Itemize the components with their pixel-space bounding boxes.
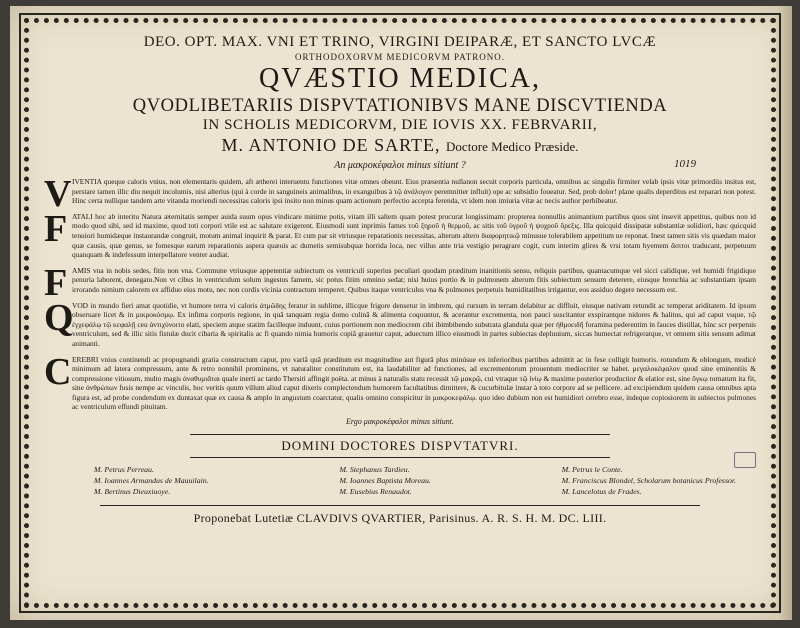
paragraph-1 — [44, 173, 756, 215]
manuscript-number: 1019 — [674, 158, 696, 170]
page-edge — [776, 6, 792, 620]
doctor-name: M. Eusebius Renaudot. — [339, 487, 412, 497]
doctors-column-3 — [562, 464, 736, 497]
paragraph-2 — [44, 207, 756, 260]
subtitle-line: QVODLIBETARIIS DISPVTATIONIBVS MANE DISCVTIENDA — [132, 96, 668, 116]
drop-cap: C — [44, 350, 72, 393]
conclusion: Ergo μακροκέφαλοι minus sitiunt. — [345, 417, 455, 427]
dedication-line: DEO. OPT. MAX. VNI ET TRINO, VIRGINI DEIPARÆ, ET SANCTO LVCÆ — [143, 34, 657, 50]
paragraph-3 — [44, 261, 756, 304]
colophon: Proponebat Lutetiæ CLAVDIVS QVARTIER, Parisinus. A. R. S. H. M. DC. LIII. — [193, 511, 607, 526]
doctors-column-1 — [94, 464, 209, 497]
date-line: IN SCHOLIS MEDICORVM, DIE IOVIS XX. FEBRVARII, — [202, 117, 598, 133]
doctor-name: M. Franciscus Blondel, Scholarum botanicus Professor. — [561, 476, 736, 486]
doctor-name: M. Bertinus Dieuxiuoye. — [94, 487, 171, 497]
drop-cap: V — [44, 173, 72, 215]
document-content — [44, 28, 756, 526]
doctors-heading: DOMINI DOCTORES DISPVTATVRI. — [190, 434, 610, 458]
preses-name: M. ANTONIO DE SARTE, — [221, 135, 441, 155]
drop-cap: F — [44, 261, 68, 304]
paragraph-5 — [44, 350, 756, 413]
drop-cap: F — [44, 207, 68, 250]
paragraph-text: IVENTIA queque caloris vnius, non elementaris quidem, aft ætherei interuentu functiones vitæ omnes obeunt. Eius præsentia nullanon secuit corporis particula, omnibus ac singulis firmiter velab ipsis vitæ primordiis insitus est, perstare tamen illic diu nequit incolumis, nisi alterius (qui à corde in sanguineis animalibus, in exanguibus à τῷ ἀνάλογον peremnitter influit) ope ac subsidio foueatur. Sed, prob dolor! plane qualis deperditus est reparari non potest. Hinc certa nullique tandem arte vitanda moriendi necessitas caloris ipsi insito non minus quam actionum perfectio accepta ferenda, vt idem non imiuria vitæ ac necis author perhibeatur. — [72, 177, 756, 206]
library-stamp — [734, 452, 756, 468]
doctors-column-2 — [340, 464, 431, 497]
preses-role: Doctore Medico Præside. — [446, 139, 579, 154]
paragraph-text: EREBRI vnius continendi ac propugnandi gratia constructum caput, pro variâ quâ præditum est magnitudine aut figurâ plus minúsue ex inferioribus partibus admittit ac in fese colligit humoris. rotundum & oblongum, modicè minimum ad latera compressum, ante & retro nonnihil prominens, vt naturaliter constitutum est, ita laudabiliter ad functiones, ad excrementorum prouentum mediocriter se habet. μεγαλοκέφαλον quod sine eminentiis & compressione vitiosum, multo magis ἀναθυμιᾶται quale inerti ac tardo Thersiti affingit poëta. at minus à naturalis statu recessit τῷ μακρῷ, cui vtraque τῷ ἰνίῳ & maxime posterior productior & elatior est, sine ὄγκῳ tornatum ita fit, sine ἀνθρώπων fusis nempe ac vinculis, hoc veritis quum villum aliud caput dixeris complectendum humorem facultatibus dimittere, & cucurbitulæ instar à toto corpore ad se pellicere. ad excipiendum quidem causa omnibus apta figura est, ad probe condendum ex duntaxat quæ ex causa & amplo in angustum coarctatur, qualis omnino conspicitur in μακροκεφάλῳ. quo ideo dubium non est humidiori cerebro esse, indeque copiosiorem in subiectos pulmones ac ventriculum effundi pituitam. — [72, 354, 756, 412]
doctor-name: M. Petrus le Conte. — [561, 465, 623, 475]
doctor-name: M. Ioannes Armandus de Mauuilain. — [94, 476, 209, 486]
paragraph-text: ATALI hoc ab interitu Natura æternitatis semper auida suum opus vindicare minime potis, vitam illi saltem quam potest procurat longissimam: propterea nonnullis animantium partibus quos sint insevit appetitus, quibus non id modo quod sibi, sed id maxime, quod toti corpori vtile est ac salutare exigerent. Eiusmodi sunt inprimis fames τοῦ ξηροῦ ἡ θερμοῦ, ac sitis τοῦ ὑγροῦ ἡ ψυχροῦ ὄρεξις. Illa quicquid dissipatæ substantiæ solidiori, hæc quicquid tenuiori humidæque instaurandæ congruit, motum animal inquirit & parat. Et cum par sit vtriusque reparationis necessitas, alterum altero διαφορητικῷ minusue tolerabilem appetitum ne reponat. Inest tamen sitis vis quædam maior quæ causis, quæ genus, se fomesque earum reparationis aspera quæuis ac dumetis semisubquæ horrida loca, nec villus ante tria vestigio peragrare cogit, cum interim glires & vrsi totam hyemem ἄσιτοι traducant, perpetuum quanquam & indefessum interpellatore venter audiat. — [72, 211, 756, 260]
paragraph-4 — [44, 296, 756, 349]
drop-cap: Q — [44, 296, 74, 339]
preses-line — [44, 134, 756, 158]
paragraph-text: AMIS vna in nobis sedes, fitis non vna. Commune vtriusque appetentiæ subiectum os ventriculi superius peculiari quodam præditum inanitionis sensu, reliquis partibus, quantacumque vel sicci calidique, vel humidi frigidique penuria laborent, denegato.Non vt cibus in ventriculum solum ingestus famem, sic potus fitim omnino sedat; nisi huius portio & in pulmonem alterum fitis subiectum sensum deterere, eiusque bronchia ac substantiam ipsam irrorando nimium calorem ex affiduo eius motu, nec non cordis vicinia contractum temperet. Quibus itaque ventriculus vna & pulmones perpetuis humiditatibus irrigantur, eos assiduo degere necessum est. — [72, 265, 756, 294]
dedication-subline: ORTHODOXORVM MEDICORVM PATRONO. — [295, 52, 505, 62]
document-page — [10, 6, 792, 620]
question-motto — [44, 160, 756, 171]
doctor-name: M. Lancelotus de Frades. — [561, 487, 642, 497]
divider-rule — [100, 505, 700, 506]
paragraph-text: VOD in mundo fieri amat quotidie, vt humore terra vi caloris ἀτμῶδης feratur in sublime, illicque frigore densetur in imbrem, qui rursum in terram delabitur ac diffluit, eiusque nativam retundit ac temperat ariditatem. Id ipsum obseruare licet & in μικροκόσμῳ. Ex infima corporis regione, in quâ tanquam regia domo culinâ & alimenta coquuntur, & acerantur excrementa, non pauci suscitantur exspirantque nidores & halitus, qui ad caput vsque, τῷ ἐγχεφάλῳ τῷ κεφαλῇ ceu ἀντιχύνοιτο elati, speciem atque statim facilleque induunt, cuius portionem non mediocrem cibi ibimbibendo substrata glandula quæ per ἠθμοειδῆ foramina pederentim in fauces distillat, hinc scr perpetuis ventriculum, sed & illic sitis fistulæ ducit cibaria & spiritalis ac fi quando nimia humoris copiâ grauetur caput, aduectum illico eiusmodi in partes subiectas depluuium, siccas humectat refrigeratque, vt omnem sitis sensum adimat animanti. — [72, 300, 756, 348]
document-title: QVÆSTIO MEDICA, — [259, 63, 541, 94]
motto-text: An μακροκέφαλοι minus sitiunt ? — [334, 160, 466, 171]
doctor-name: M. Petrus Perreau. — [94, 465, 154, 475]
doctor-name: M. Stephanus Tardieu. — [339, 465, 410, 475]
doctor-name: M. Ioannes Baptista Moreau. — [339, 476, 431, 486]
doctors-list — [94, 464, 736, 497]
